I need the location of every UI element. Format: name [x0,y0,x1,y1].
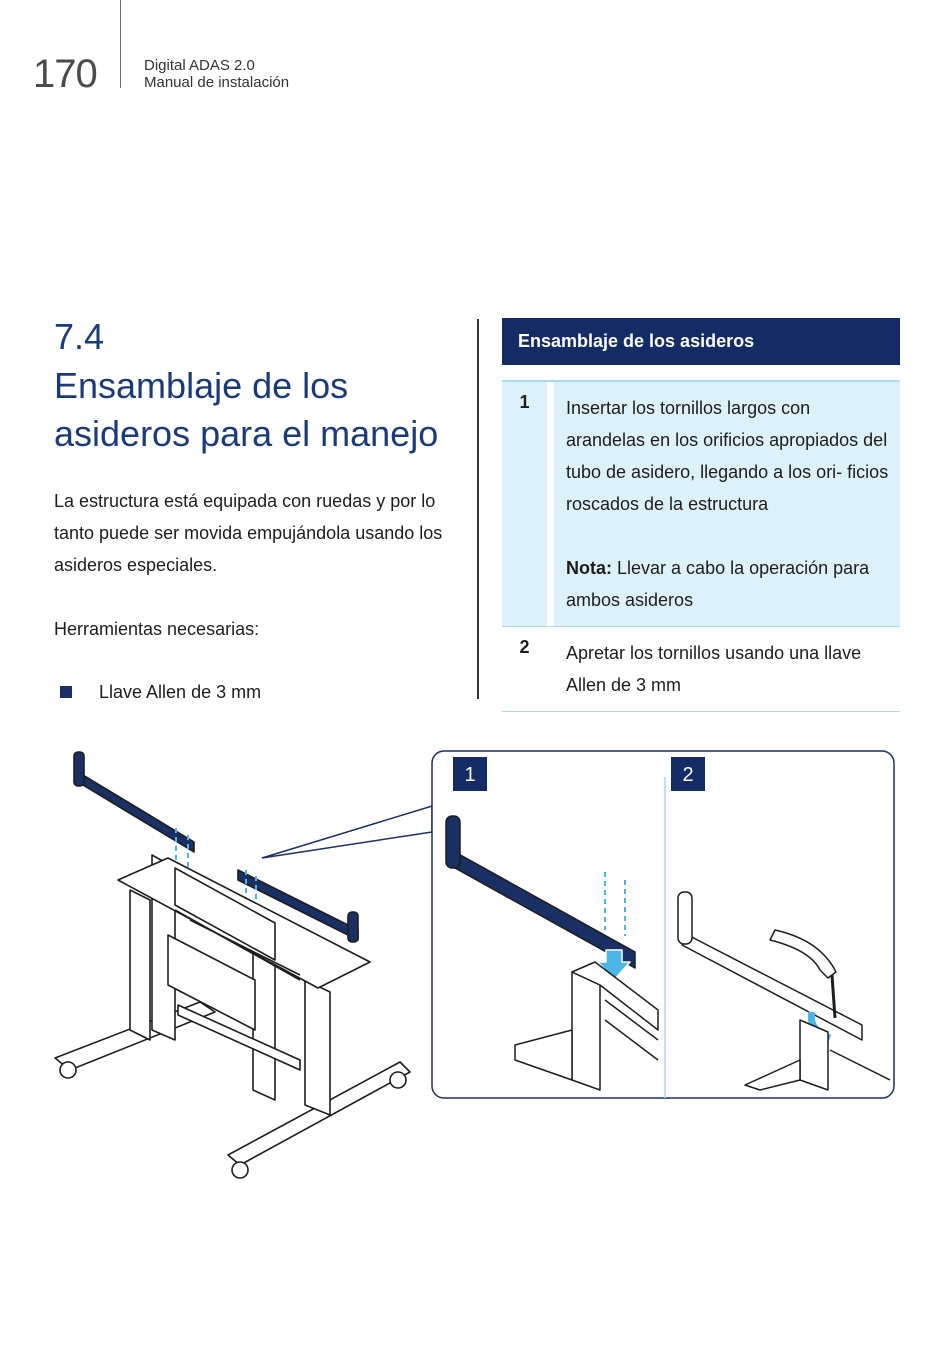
callout-pointer [262,806,432,858]
document-title-line2: Manual de instalación [144,74,290,91]
panel2-label: 2 [682,764,694,786]
tools-label: Herramientas necesarias: [54,619,260,639]
intro-paragraph: La estructura está equipada con ruedas y por lo tanto puede ser movida empujándola usando los asideros especiales. [54,491,443,575]
frame-drawing [55,752,410,1178]
document-title [144,57,289,91]
step-text: Apretar los tornillos usando una llave Allen de 3 mm [566,643,862,695]
steps-table [502,380,900,712]
column-divider [477,319,479,699]
step-number: 2 [519,637,530,657]
note-text: Llevar a cabo la operación para ambos asideros [566,558,870,610]
bullet-square-icon [60,686,72,698]
tool-list-item [60,676,261,708]
assembly-illustration [0,740,950,1190]
header-divider [120,0,121,88]
row-divider [502,711,900,712]
step-number: 1 [502,382,547,626]
step-instruction: Insertar los tornillos largos con arandelas en los orificios apropiados del tubo de asidero, llegando a los ori- ficios roscados de la estructura [566,398,889,514]
note-label: Nota: [566,558,612,578]
step-text [554,382,900,626]
panel1-label: 1 [464,764,476,786]
section-number: 7.4 [54,316,105,357]
tool-item-text: Llave Allen de 3 mm [99,682,262,702]
step-note [566,552,890,616]
document-title-line1: Digital ADAS 2.0 [144,57,255,74]
section-title: Ensamblaje de los asideros para el manejo [54,365,439,454]
table-row [502,382,900,626]
table-row [502,627,900,711]
table-header: Ensamblaje de los asideros [502,318,900,365]
page-number: 170 [33,52,97,96]
